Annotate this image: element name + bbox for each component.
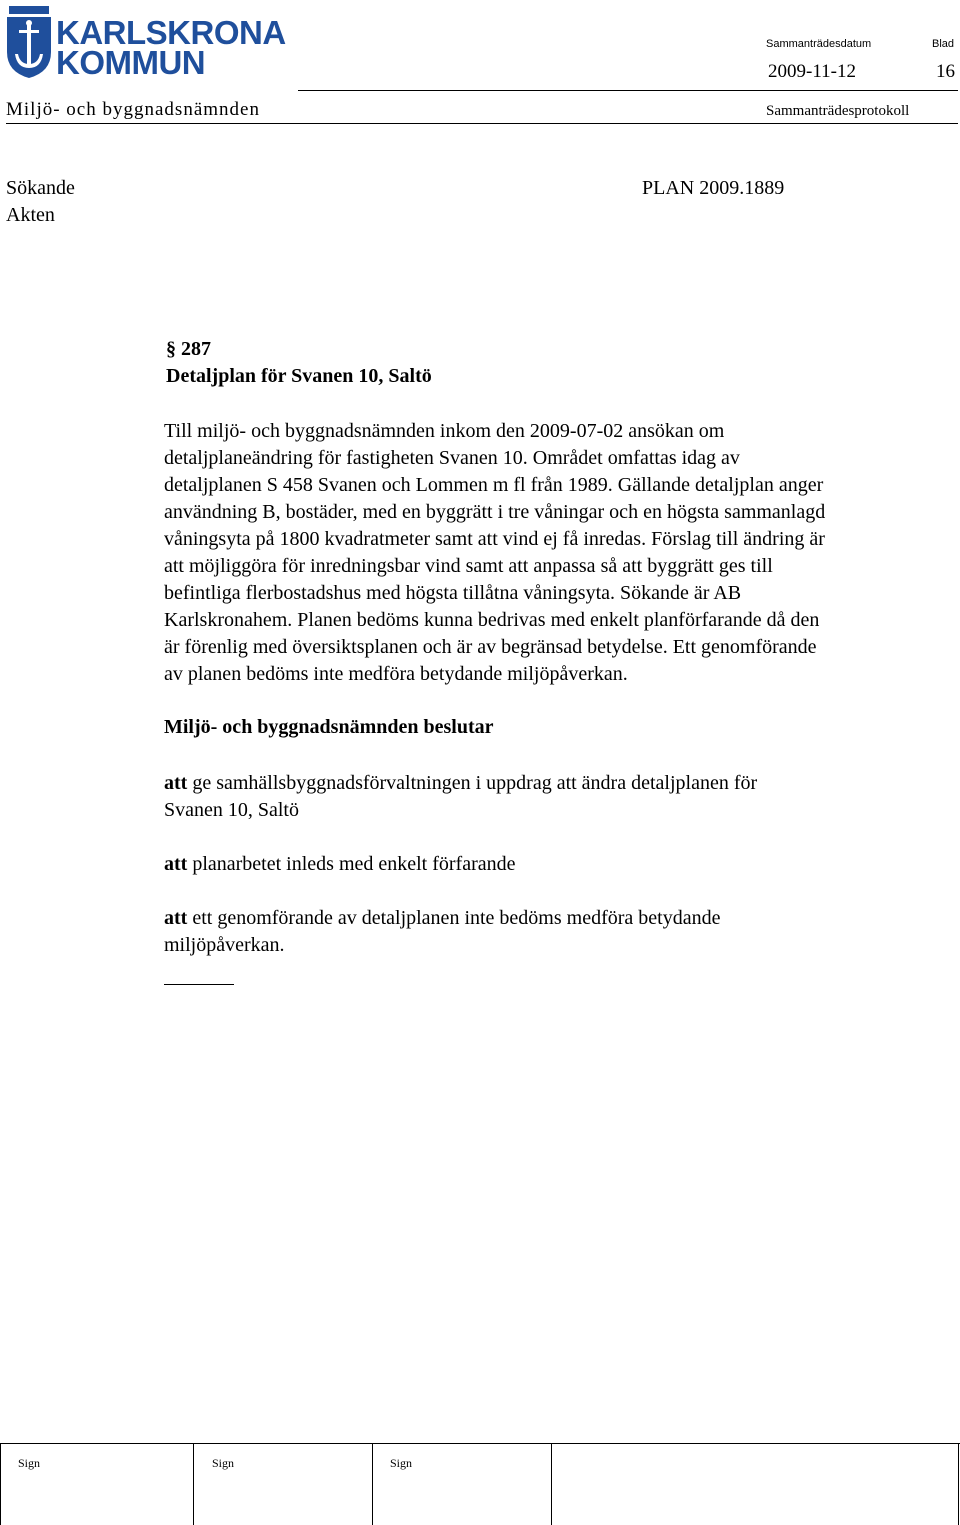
karlskrona-kommun-logo (6, 6, 298, 82)
decision-text: ett genomförande av detaljplanen inte bedöms medföra betydande (187, 907, 721, 929)
body-line: av planen bedöms inte medföra betydande miljöpåverkan. (164, 663, 628, 685)
page-number: 16 (936, 61, 955, 82)
decision-text: ge samhällsbyggnadsförvaltningen i uppdrag att ändra detaljplanen för (187, 772, 758, 794)
decision-text-cont: miljöpåverkan. (164, 934, 285, 956)
signature-table (0, 1443, 960, 1525)
body-line: befintliga flerbostadshus med högsta tillåtna våningsyta. Sökande är AB (164, 582, 742, 604)
sign-divider (551, 1444, 552, 1525)
body-line: detaljplaneändring för fastigheten Svanen 10. Området omfattas idag av (164, 447, 740, 469)
plan-number: PLAN 2009.1889 (642, 177, 785, 199)
sign-divider (193, 1444, 194, 1525)
att-word: att (164, 853, 188, 875)
logo-text-line1: KARLSKRONA (56, 14, 286, 51)
att-word: att (164, 772, 188, 794)
body-line: är förenlig med översiktsplanen och är av begränsad betydelse. Ett genomförande (164, 636, 817, 658)
section-number: § 287 (166, 338, 211, 360)
body-line: att möjliggöra för inredningsbar vind samt att anpassa så att byggrätt ges till (164, 555, 773, 577)
header-underline (6, 123, 958, 124)
page-label: Blad (932, 38, 955, 50)
body-line: Till miljö- och byggnadsnämnden inkom den 2009-07-02 ansökan om (164, 420, 725, 442)
att-word: att (164, 907, 188, 929)
section-title: Detaljplan för Svanen 10, Saltö (166, 365, 432, 387)
decision-item (164, 905, 954, 959)
sign-divider (0, 1444, 1, 1525)
decision-heading: Miljö- och byggnadsnämnden beslutar (164, 716, 494, 738)
body-line: Karlskronahem. Planen bedöms kunna bedrivas med enkelt planförfarande då den (164, 609, 820, 631)
file-label: Akten (6, 204, 55, 226)
body-line: användning B, bostäder, med en byggrätt i tre våningar och en högsta sammanlagd (164, 501, 826, 523)
decision-text-cont: Svanen 10, Saltö (164, 799, 299, 821)
body-line: våningsyta på 1800 kvadratmeter samt att vind ej få inredas. Förslag till ändring är (164, 528, 825, 550)
logo-text-line2: KOMMUN (56, 44, 206, 81)
decision-item (164, 770, 954, 824)
meeting-date: 2009-11-12 (768, 61, 856, 82)
sign-divider (958, 1444, 959, 1525)
section-body (164, 418, 954, 688)
protocol-label: Sammanträdesprotokoll (766, 103, 910, 119)
decision-item (164, 851, 954, 878)
sign-label-3: Sign (390, 1456, 413, 1470)
committee-name: Miljö- och byggnadsnämnden (6, 99, 260, 120)
sign-label-1: Sign (18, 1456, 41, 1470)
decision-text: planarbetet inleds med enkelt förfarande (187, 853, 516, 875)
body-line: detaljplanen S 458 Svanen och Lommen m fl från 1989. Gällande detaljplan anger (164, 474, 824, 496)
end-of-section-rule (164, 984, 234, 985)
sign-divider (372, 1444, 373, 1525)
meeting-date-label: Sammanträdesdatum (766, 38, 872, 50)
header-divider (298, 90, 958, 91)
sign-label-2: Sign (212, 1456, 235, 1470)
applicant-label: Sökande (6, 177, 75, 199)
